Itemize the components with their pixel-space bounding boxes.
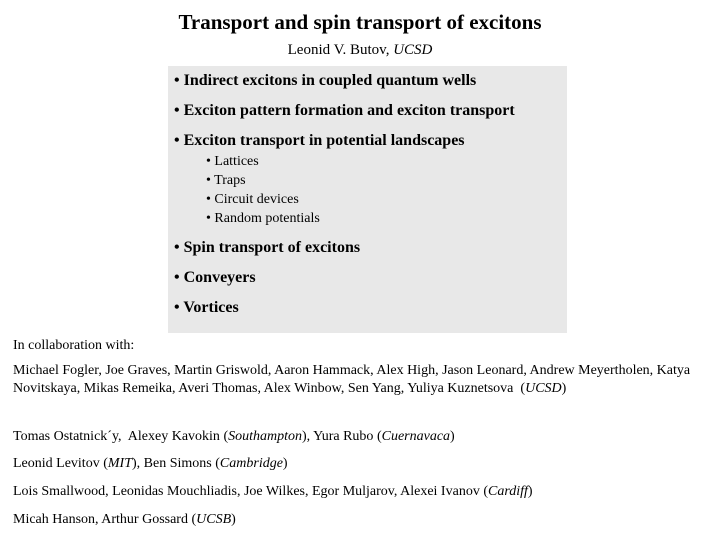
collaborator-names: Yura Rubo [313,429,374,444]
topic-item [174,298,239,318]
collaborator-names: Leonid Levitov [13,456,100,471]
collaborator-names: Tomas Ostatnick´y, [13,429,122,444]
author-affiliation: UCSD [393,42,433,58]
collaborator-group: Tomas Ostatnick´y, Alexey Kavokin (Southampton), Yura Rubo (Cuernavaca) [13,429,455,444]
bullet-icon: • [174,239,180,256]
subtopic-item [206,172,246,189]
topic-item [174,268,256,288]
bullet-icon: • [174,132,180,149]
collaborator-group: Micah Hanson, Arthur Gossard (UCSB) [13,512,236,527]
institution: Cuernavaca [381,429,451,444]
institution: UCSB [196,512,232,527]
topic-label: Exciton transport in potential landscapes [183,132,465,149]
bullet-icon: • [206,211,211,226]
topic-item [174,238,360,258]
subtopic-label: Random potentials [214,211,320,226]
collaboration-heading: In collaboration with: [13,338,135,353]
author-name: Leonid V. Butov, [287,42,390,58]
institution: MIT [107,456,132,471]
bullet-icon: • [174,72,180,89]
institution: UCSD [525,381,562,396]
subtopic-item [206,210,320,227]
author-line [0,41,720,59]
topic-label: Vortices [183,299,239,316]
bullet-icon: • [206,173,211,188]
topic-item [174,101,515,121]
collaborator-names: Micah Hanson, Arthur Gossard [13,512,188,527]
subtopic-item [206,153,259,170]
topic-item [174,131,465,151]
topic-item [174,71,476,91]
collaborator-names: Alexey Kavokin [127,429,220,444]
institution: Cardiff [487,484,528,499]
collaborator-names: Michael Fogler, Joe Graves, Martin Griswold, Aaron Hammack, Alex High, Jason Leonard, Andrew Meyertholen, Katya Novitskaya, Mikas Remeika, Averi Thomas, Alex Winbow, Sen Yang, Yuliya Kuznetsova [13,363,691,396]
collaborator-group: Michael Fogler, Joe Graves, Martin Griswold, Aaron Hammack, Alex High, Jason Leonard, Andrew Meyertholen, Katya Novitskaya, Mikas Remeika, Averi Thomas, Alex Winbow, Sen Yang, Yuliya Kuznetsova (UCSD) [13,363,691,396]
bullet-icon: • [174,102,180,119]
subtopic-label: Circuit devices [214,192,299,207]
institution: Cambridge [219,456,283,471]
collaborator-group: Lois Smallwood, Leonidas Mouchliadis, Joe Wilkes, Egor Muljarov, Alexei Ivanov (Cardiff) [13,484,533,499]
subtopic-label: Lattices [214,154,259,169]
subtopic-label: Traps [214,173,246,188]
page-title: Transport and spin transport of excitons [178,10,542,34]
institution: Southampton [228,429,302,444]
subtopic-item [206,191,299,208]
topic-label: Indirect excitons in coupled quantum wells [183,72,477,89]
bullet-icon: • [206,154,211,169]
collaborator-names: Ben Simons [143,456,212,471]
topic-label: Exciton pattern formation and exciton transport [183,102,515,119]
bullet-icon: • [206,192,211,207]
bullet-icon: • [174,299,180,316]
bullet-icon: • [174,269,180,286]
topics-panel [168,66,567,333]
topic-label: Conveyers [183,269,256,286]
collaborator-group: Leonid Levitov (MIT), Ben Simons (Cambridge) [13,456,288,471]
collaborator-names: Lois Smallwood, Leonidas Mouchliadis, Joe Wilkes, Egor Muljarov, Alexei Ivanov [13,484,480,499]
topic-label: Spin transport of excitons [183,239,361,256]
